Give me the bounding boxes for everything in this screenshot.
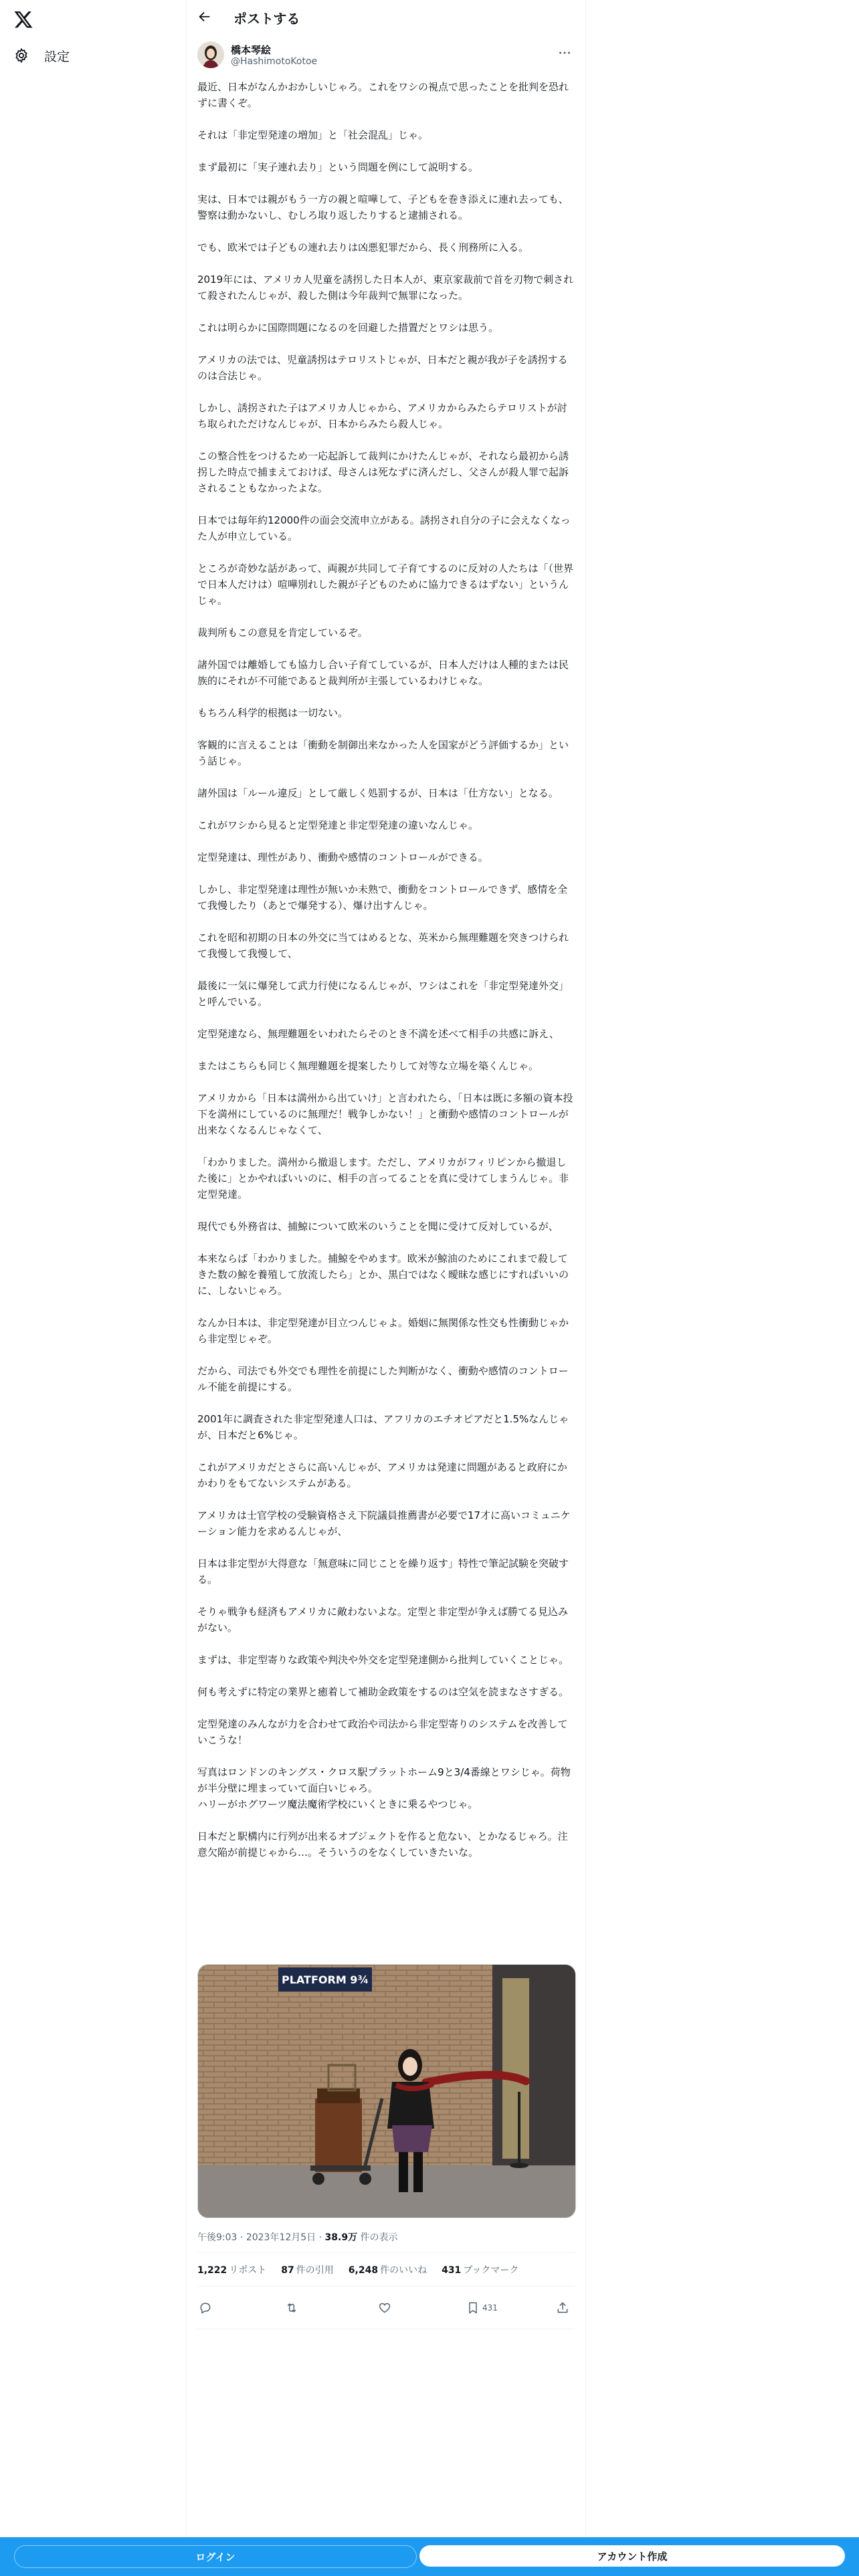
likes-stat[interactable]: 6,248 件のいいね	[348, 2265, 427, 2276]
bookmark-icon	[466, 2301, 480, 2315]
tweet-paragraph: 何も考えずに特定の業界と癒着して補助金政策をするのは空気を読まなさすぎる。	[197, 1686, 569, 1698]
page-title: ポストする	[233, 11, 300, 27]
tweet-paragraph: なんか日本は、非定型発達が目立つんじゃよ。婚姻に無関係な性交も性衝動じゃから非定型じゃぞ。	[197, 1317, 569, 1345]
tweet-paragraph: これがアメリカだとさらに高いんじゃが、アメリカは発達に問題があると政府にかかわりをもてないシステムがある。	[197, 1461, 567, 1489]
tweet-paragraph: それは「非定型発達の増加」と「社会混乱」じゃ。	[197, 129, 429, 141]
reply-icon	[199, 2301, 212, 2315]
tweet-paragraph: まずは、非定型寄りな政策や判決や外交を定型発達側から批判していくことじゃ。	[197, 1654, 569, 1666]
tweet-paragraph: 現代でも外務省は、捕鯨について欧米のいうことを聞に受けて反対しているが、	[197, 1220, 559, 1232]
tweet-paragraph: 客観的に言えることは「衝動を制御出来なかった人を国家がどう評価するか」という話じゃ。	[197, 739, 569, 767]
left-nav	[0, 0, 186, 2576]
tweet-paragraph: 最近、日本がなんかおかしいじゃろ。これをワシの視点で思ったことを批判を恐れずに書くぞ。	[197, 81, 569, 109]
tweet-paragraph: 「わかりました。満州から撤退します。ただし、アメリカがフィリピンから撤退した後に」とかやればいいのに、相手の言ってることを真に受けてしまうんじゃ。非定型発達。	[197, 1156, 569, 1200]
tweet-paragraph: これは明らかに国際問題になるのを回避した措置だとワシは思う。	[197, 322, 499, 334]
nav-settings[interactable]	[13, 44, 70, 67]
view-label: 件の表示	[360, 2232, 398, 2243]
meta-separator: ·	[318, 2232, 322, 2243]
tweet-paragraph: 諸外国は「ルール違反」として厳しく処罰するが、日本は「仕方ない」となる。	[197, 787, 559, 799]
tweet-paragraph: アメリカから「日本は満州から出ていけ」と言われたら、「日本は既に多額の資本投下を満州にしているのに無理だ！戦争しかない！」と衝動や感情のコントロールが出来なくなるんじゃなくて、	[197, 1092, 573, 1136]
tweet-paragraph: まず最初に「実子連れ去り」という問題を例にして説明する。	[197, 161, 479, 173]
tweet-paragraph: 諸外国では離婚しても協力し合い子育てしているが、日本人だけは人種的または民族的にそれが不可能であると裁判所が主張しているわけじゃな。	[197, 659, 569, 687]
tweet-paragraph: 定型発達のみんなが力を合わせて政治や司法から非定型寄りのシステムを改善していこうな！	[197, 1718, 568, 1746]
tweet-paragraph: もちろん科学的根拠は一切ない。	[197, 707, 349, 719]
tweet-paragraph: 日本は非定型が大得意な「無意味に同じことを繰り返す」特性で筆記試験を突破する。	[197, 1558, 569, 1586]
post-time[interactable]: 午後9:03	[197, 2232, 237, 2243]
tweet-paragraph: 本来ならば「わかりました。捕鯨をやめます。欧米が鯨油のためにこれまで殺してきた数の鯨を養殖して放流したら」とか、黒白ではなく曖昧な感じにすればいいのに、しないじゃろ。	[197, 1253, 569, 1297]
tweet-paragraph: これを昭和初期の日本の外交に当てはめるとな、英米から無理難題を突きつけられて我慢して我慢して、	[197, 932, 569, 960]
share-icon	[556, 2301, 569, 2315]
author-row	[197, 41, 575, 71]
reposts-stat[interactable]: 1,222 リポスト	[197, 2265, 267, 2276]
author-handle[interactable]: @HashimotoKotoe	[231, 56, 318, 67]
tweet-paragraph: 定型発達は、理性があり、衝動や感情のコントロールができる。	[197, 851, 488, 863]
login-button[interactable]: ログイン	[14, 2545, 417, 2568]
tweet-paragraph: しかし、誘拐された子はアメリカ人じゃから、アメリカからみたらテロリストが討ち取られただけなんじゃが、日本からみたら殺人じゃ。	[197, 402, 567, 430]
tweet-meta	[197, 2230, 398, 2244]
bookmark-button[interactable]	[466, 2300, 498, 2315]
tweet-paragraph: 2001年に調査された非定型発達人口は、アフリカのエチオピアだと1.5%なんじゃが、日本だと6%じゃ。	[197, 1413, 569, 1441]
repost-button[interactable]	[285, 2300, 298, 2315]
tweet-paragraph: 最後に一気に爆発して武力行使になるんじゃが、ワシはこれを「非定型発達外交」と呼んでいる。	[197, 980, 569, 1008]
view-count: 38.9万	[324, 2232, 358, 2243]
tweet-paragraph: アメリカの法では、児童誘拐はテロリストじゃが、日本だと親が我が子を誘拐するのは合法じゃ。	[197, 354, 568, 382]
bookmarks-stat[interactable]: 431 ブックマーク	[442, 2265, 519, 2276]
tweet-paragraph: 定型発達なら、無理難題をいわれたらそのとき不満を述べて相手の共感に訴え、	[197, 1028, 559, 1040]
meta-separator: ·	[240, 2232, 244, 2243]
tweet-photo[interactable]	[197, 1964, 576, 2218]
create-account-button[interactable]: アカウント作成	[419, 2545, 845, 2567]
avatar[interactable]	[197, 41, 224, 68]
author-name[interactable]: 橋本琴絵	[231, 44, 272, 56]
x-logo-icon[interactable]	[13, 9, 36, 32]
action-bar	[187, 2296, 585, 2319]
tweet-paragraph: 2019年には、アメリカ人児童を誘拐した日本人が、東京家裁前で首を刃物で刺されて殺されたんじゃが、殺した側は今年裁判で無罪になった。	[197, 274, 574, 302]
heart-icon	[378, 2301, 391, 2315]
share-button[interactable]	[556, 2300, 569, 2315]
top-bar	[187, 0, 585, 35]
platform-sign-text: PLATFORM 9¾	[281, 1973, 369, 1986]
tweet-paragraph: これがワシから見ると定型発達と非定型発達の違いなんじゃ。	[197, 819, 479, 831]
tweet-paragraph: またはこちらも同じく無理難題を提案したりして対等な立場を築くんじゃ。	[197, 1060, 539, 1072]
tweet-paragraph: そりゃ戦争も経済もアメリカに敵わないよな。定型と非定型が争えば勝てる見込みがない。	[197, 1606, 568, 1634]
tweet-paragraph: この整合性をつけるため一応起訴して裁判にかけたんじゃが、それなら最初から誘拐した時点で捕まえておけば、母さんは死なずに済んだし、父さんが殺人罪で起訴されることもなかったよな。	[197, 450, 569, 494]
divider	[197, 2252, 575, 2253]
engagement-stats	[197, 2263, 518, 2276]
main-column	[186, 0, 586, 2576]
tweet-paragraph: だから、司法でも外交でも理性を前提にした判断がなく、衝動や感情のコントロール不能を前提にする。	[197, 1365, 569, 1393]
bookmark-count: 431	[482, 2303, 498, 2313]
like-button[interactable]	[378, 2300, 391, 2315]
tweet-paragraph: アメリカは士官学校の受験資格さえ下院議員推薦書が必要で17才に高いコミュニケーション能力を求めるんじゃが、	[197, 1509, 571, 1537]
more-options-icon[interactable]	[557, 45, 572, 60]
tweet-paragraph: 日本だと駅構内に行列が出来るオブジェクトを作ると危ない、とかなるじゃろ。注意欠陥が前提じゃから…。そういうのをなくしていきたいな。	[197, 1830, 568, 1858]
gear-icon	[13, 47, 29, 64]
tweet-paragraph: 写真はロンドンのキングス・クロス駅プラットホーム9と3/4番線とワシじゃ。荷物が半分壁に埋まっていて面白いじゃろ。 ハリーがホグワーツ魔法魔術学校にいくときに乗るやつじゃ。	[197, 1766, 571, 1810]
bottom-signin-bar	[0, 2537, 859, 2576]
tweet-paragraph: でも、欧米では子どもの連れ去りは凶悪犯罪だから、長く刑務所に入る。	[197, 241, 529, 253]
tweet-paragraph: しかし、非定型発達は理性が無いか未熟で、衝動をコントロールできず、感情を全て我慢したり（あとで爆発する）、爆け出すんじゃ。	[197, 883, 568, 911]
post-date[interactable]: 2023年12月5日	[246, 2232, 316, 2243]
tweet-paragraph: 実は、日本では親がもう一方の親と喧嘩して、子どもを巻き添えに連れ去っても、警察は動かないし、むしろ取り返したりすると逮捕される。	[197, 193, 569, 221]
back-arrow-icon[interactable]	[197, 9, 213, 25]
repost-icon	[285, 2301, 298, 2315]
reply-button[interactable]	[199, 2300, 212, 2315]
tweet-paragraph: 日本では毎年約12000件の面会交流申立がある。誘拐され自分の子に会えなくなった人が申立している。	[197, 514, 571, 542]
tweet-text	[197, 79, 575, 1876]
tweet-paragraph: 裁判所もこの意見を肯定しているぞ。	[197, 627, 368, 639]
nav-settings-label: 設定	[44, 49, 70, 64]
tweet-paragraph: ところが奇妙な話があって、両親が共同して子育てするのに反対の人たちは「（世界で日本人だけは）喧嘩別れした親が子どものために協力できるはずない」というんじゃ。	[197, 562, 574, 607]
quotes-stat[interactable]: 87 件の引用	[281, 2265, 334, 2276]
